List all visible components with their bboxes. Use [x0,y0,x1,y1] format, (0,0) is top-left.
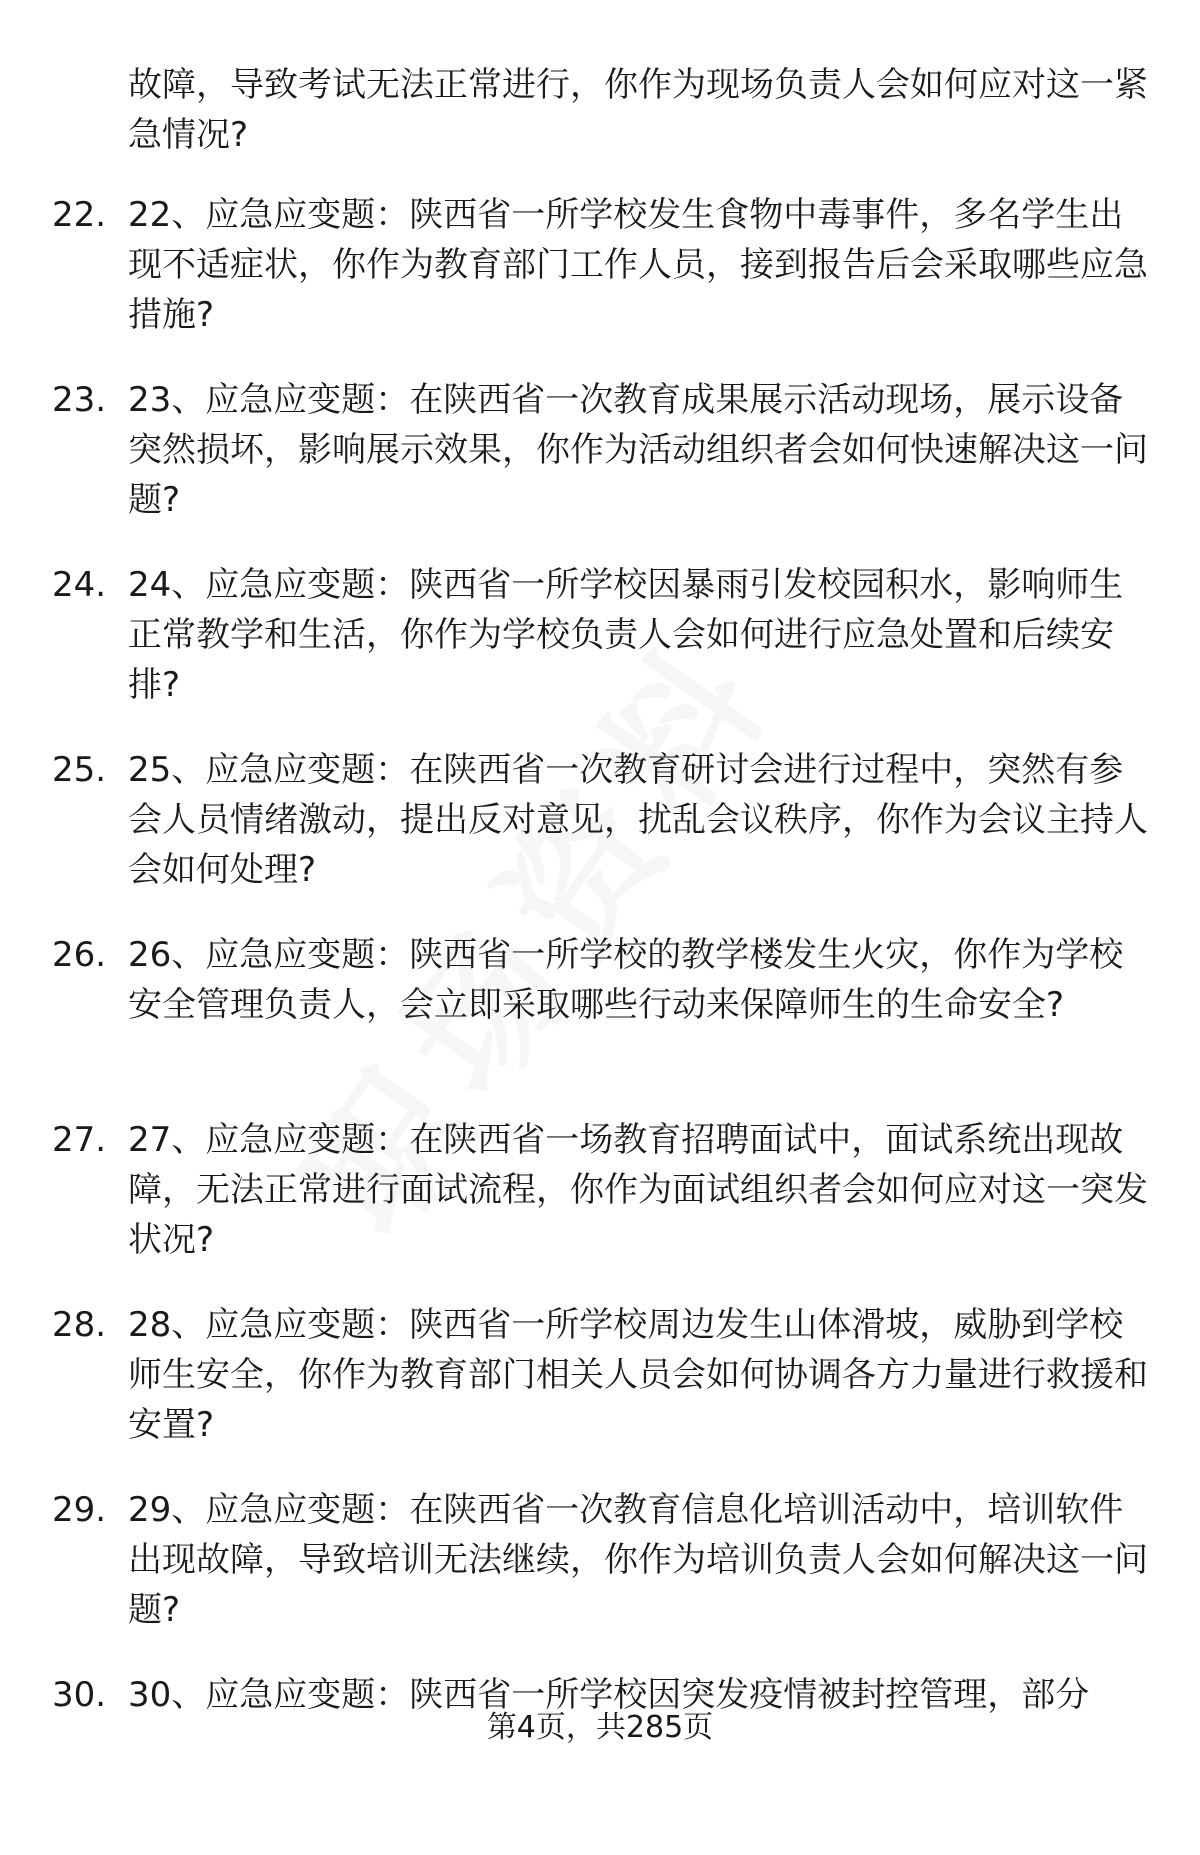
list-item [0,1115,1200,1300]
page-footer: 第4页，共285页 [486,1710,714,1745]
item-text: 30、应急应变题：陕西省一所学校因突发疫情被封控管理，部分 [128,1675,1090,1715]
list-item [0,190,1200,375]
list-item [0,1485,1200,1670]
item-number: 30. [52,1675,107,1715]
item-number: 28. [52,1305,107,1345]
item-text: 26、应急应变题：陕西省一所学校的教学楼发生火灾，你作为学校安全管理负责人，会立即采取哪些行动来保障师生的生命安全? [128,935,1124,1025]
item-text: 24、应急应变题：陕西省一所学校因暴雨引发校园积水，影响师生正常教学和生活，你作为学校负责人会如何进行应急处置和后续安排? [128,565,1124,705]
item-number: 23. [52,380,107,420]
item-text: 25、应急应变题：在陕西省一次教育研讨会进行过程中，突然有参会人员情绪激动，提出反对意见，扰乱会议秩序，你作为会议主持人会如何处理? [128,750,1148,890]
item-number: 27. [52,1120,107,1160]
list-item [0,375,1200,560]
continuation-text: 故障，导致考试无法正常进行，你作为现场负责人会如何应对这一紧急情况? [128,65,1148,155]
list-item [0,1670,1200,1855]
item-number: 24. [52,565,107,605]
question-list [0,190,1200,1855]
item-number: 25. [52,750,107,790]
item-text: 23、应急应变题：在陕西省一次教育成果展示活动现场，展示设备突然损坏，影响展示效果，你作为活动组织者会如何快速解决这一问题? [128,380,1148,520]
item-number: 29. [52,1490,107,1530]
list-item [0,1300,1200,1485]
item-text: 29、应急应变题：在陕西省一次教育信息化培训活动中，培训软件出现故障，导致培训无法继续，你作为培训负责人会如何解决这一问题? [128,1490,1148,1630]
item-text: 27、应急应变题：在陕西省一场教育招聘面试中，面试系统出现故障，无法正常进行面试流程，你作为面试组织者会如何应对这一突发状况? [128,1120,1148,1260]
list-item [0,745,1200,930]
list-item [0,930,1200,1115]
item-text: 22、应急应变题：陕西省一所学校发生食物中毒事件，多名学生出现不适症状，你作为教育部门工作人员，接到报告后会采取哪些应急措施? [128,195,1148,335]
item-number: 26. [52,935,107,975]
item-number: 22. [52,195,107,235]
list-item [0,560,1200,745]
item-text: 28、应急应变题：陕西省一所学校周边发生山体滑坡，威胁到学校师生安全，你作为教育部门相关人员会如何协调各方力量进行救援和安置? [128,1305,1148,1445]
